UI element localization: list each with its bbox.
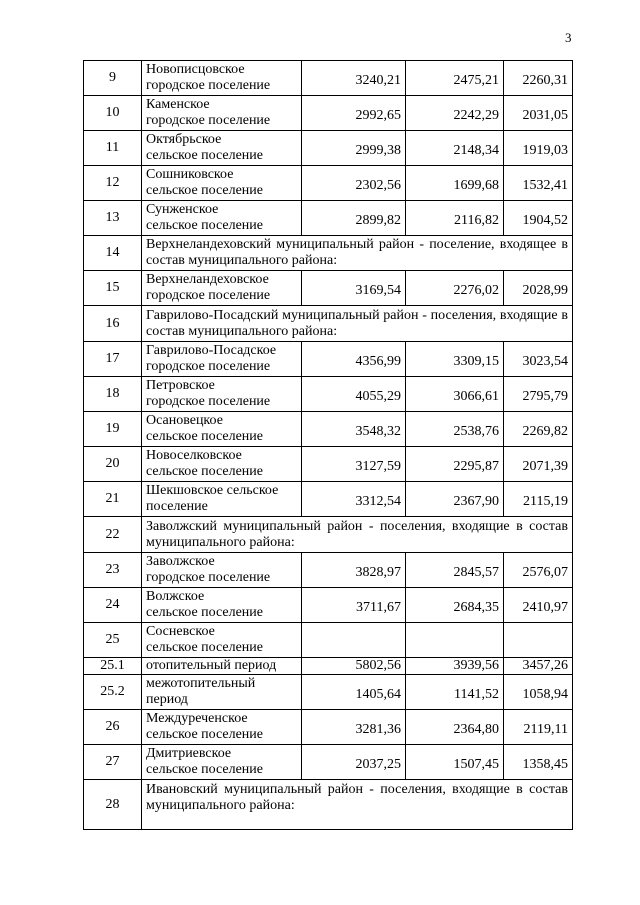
section-row [84,236,573,271]
settlement-name-line: сельское поселение [146,429,263,444]
value-col-3: 1919,03 [504,131,573,166]
settlement-name [142,745,302,780]
value-col-1: 3711,67 [302,588,406,623]
value-col-2: 2367,90 [406,482,504,517]
settlement-name-line: Дмитриевское [146,746,232,761]
value-col-2: 1141,52 [406,675,504,710]
settlement-name-line: Гаврилово-Посадское [146,343,277,358]
row-number: 27 [84,745,142,780]
row-number: 19 [84,412,142,447]
settlement-name-line: период [146,692,188,707]
settlement-name-line: городское поселение [146,570,271,585]
row-number: 10 [84,96,142,131]
row-number: 18 [84,377,142,412]
table-row [84,447,573,482]
table-row [84,588,573,623]
settlement-name-line: сельское поселение [146,183,263,198]
row-number: 25 [84,623,142,658]
district-heading: Ивановский муниципальный район - поселения, входящие в состав муниципального района: [142,780,573,830]
value-col-2: 2295,87 [406,447,504,482]
table-row [84,61,573,96]
value-col-2: 2276,02 [406,271,504,306]
district-heading: Гаврилово-Посадский муниципальный район - поселения, входящие в состав муниципального района: [142,306,573,342]
value-col-2: 3939,56 [406,658,504,675]
value-col-3: 1532,41 [504,166,573,201]
settlement-name [142,623,302,658]
settlement-name-line: Междуреченское [146,711,248,726]
value-col-3: 2260,31 [504,61,573,96]
settlement-name-line: межотопительный [146,676,256,691]
settlement-name-line: Сунженское [146,202,219,217]
page-number: 3 [565,30,572,45]
value-col-1: 3169,54 [302,271,406,306]
district-heading: Верхнеландеховский муниципальный район - поселение, входящее в состав муниципального района: [142,236,573,271]
table-row [84,166,573,201]
settlement-name-line: Шекшовское сельское [146,483,279,498]
settlement-name-line: поселение [146,499,208,514]
settlement-name-line: городское поселение [146,113,271,128]
value-col-2: 1507,45 [406,745,504,780]
value-col-3: 3457,26 [504,658,573,675]
table-row [84,412,573,447]
settlement-name [142,412,302,447]
row-number: 9 [84,61,142,96]
value-col-2: 1699,68 [406,166,504,201]
table-row [84,271,573,306]
table-row [84,96,573,131]
settlement-name-line: Волжское [146,589,205,604]
value-col-1: 3828,97 [302,553,406,588]
settlement-name-line: городское поселение [146,288,271,303]
value-col-3 [504,623,573,658]
section-row [84,517,573,553]
tariff-table [83,60,573,830]
settlement-name [142,710,302,745]
settlement-name-line: Петровское [146,378,215,393]
table-row [84,377,573,412]
value-col-3: 2795,79 [504,377,573,412]
value-col-3: 2115,19 [504,482,573,517]
row-number: 28 [84,780,142,830]
value-col-1: 2037,25 [302,745,406,780]
value-col-2: 3309,15 [406,342,504,377]
settlement-name [142,675,302,710]
row-number: 25.1 [84,658,142,675]
settlement-name [142,166,302,201]
value-col-3: 2576,07 [504,553,573,588]
row-number: 20 [84,447,142,482]
table-row [84,482,573,517]
value-col-2 [406,623,504,658]
value-col-3: 2119,11 [504,710,573,745]
settlement-name-line: Осановецкое [146,413,223,428]
value-col-2: 2684,35 [406,588,504,623]
value-col-1: 4055,29 [302,377,406,412]
value-col-1: 5802,56 [302,658,406,675]
settlement-name-line: сельское поселение [146,762,263,777]
value-col-3: 1358,45 [504,745,573,780]
settlement-name [142,377,302,412]
value-col-1: 3240,21 [302,61,406,96]
settlement-name-line: Сосневское [146,624,215,639]
row-number: 21 [84,482,142,517]
value-col-2: 2845,57 [406,553,504,588]
value-col-3: 2410,97 [504,588,573,623]
value-col-1: 1405,64 [302,675,406,710]
settlement-name-line: городское поселение [146,394,271,409]
settlement-name [142,201,302,236]
settlement-name [142,658,302,675]
settlement-name-line: сельское поселение [146,727,263,742]
row-number: 15 [84,271,142,306]
settlement-name [142,131,302,166]
row-number: 13 [84,201,142,236]
settlement-name [142,271,302,306]
value-col-1: 2992,65 [302,96,406,131]
row-number: 16 [84,306,142,342]
value-col-3: 2028,99 [504,271,573,306]
settlement-name-line: Каменское [146,97,210,112]
settlement-name-line: отопительный период [146,658,277,673]
row-number: 14 [84,236,142,271]
settlement-name [142,61,302,96]
table-row [84,201,573,236]
value-col-1: 4356,99 [302,342,406,377]
settlement-name-line: городское поселение [146,78,271,93]
value-col-3: 2071,39 [504,447,573,482]
settlement-name-line: Сошниковское [146,167,234,182]
settlement-name [142,342,302,377]
value-col-3: 2269,82 [504,412,573,447]
table-row [84,658,573,675]
value-col-1: 2302,56 [302,166,406,201]
table-row [84,745,573,780]
row-number: 11 [84,131,142,166]
settlement-name-line: Заволжское [146,554,215,569]
settlement-name-line: Октябрьское [146,132,222,147]
value-col-1: 2899,82 [302,201,406,236]
value-col-3: 3023,54 [504,342,573,377]
row-number: 23 [84,553,142,588]
value-col-1 [302,623,406,658]
value-col-2: 3066,61 [406,377,504,412]
value-col-3: 2031,05 [504,96,573,131]
table-row [84,553,573,588]
value-col-2: 2148,34 [406,131,504,166]
row-number: 17 [84,342,142,377]
table-row [84,342,573,377]
value-col-1: 3127,59 [302,447,406,482]
table-row [84,675,573,710]
row-number: 26 [84,710,142,745]
value-col-2: 2475,21 [406,61,504,96]
settlement-name-line: сельское поселение [146,640,263,655]
row-number: 12 [84,166,142,201]
table-row [84,623,573,658]
district-heading: Заволжский муниципальный район - поселения, входящие в состав муниципального района: [142,517,573,553]
table-body [84,61,573,830]
value-col-2: 2242,29 [406,96,504,131]
settlement-name-line: сельское поселение [146,464,263,479]
settlement-name [142,96,302,131]
section-row [84,780,573,830]
value-col-1: 2999,38 [302,131,406,166]
settlement-name-line: Новописцовское [146,62,245,77]
value-col-1: 3312,54 [302,482,406,517]
settlement-name-line: Новоселковское [146,448,242,463]
value-col-2: 2364,80 [406,710,504,745]
value-col-3: 1904,52 [504,201,573,236]
value-col-2: 2116,82 [406,201,504,236]
settlement-name [142,482,302,517]
settlement-name-line: городское поселение [146,359,271,374]
row-number: 25.2 [84,675,142,710]
settlement-name [142,553,302,588]
settlement-name-line: сельское поселение [146,605,263,620]
settlement-name-line: сельское поселение [146,218,263,233]
value-col-1: 3548,32 [302,412,406,447]
settlement-name-line: Верхнеландеховское [146,272,269,287]
settlement-name-line: сельское поселение [146,148,263,163]
section-row [84,306,573,342]
table-row [84,710,573,745]
settlement-name [142,588,302,623]
table-row [84,131,573,166]
value-col-1: 3281,36 [302,710,406,745]
row-number: 24 [84,588,142,623]
settlement-name [142,447,302,482]
row-number: 22 [84,517,142,553]
value-col-3: 1058,94 [504,675,573,710]
value-col-2: 2538,76 [406,412,504,447]
